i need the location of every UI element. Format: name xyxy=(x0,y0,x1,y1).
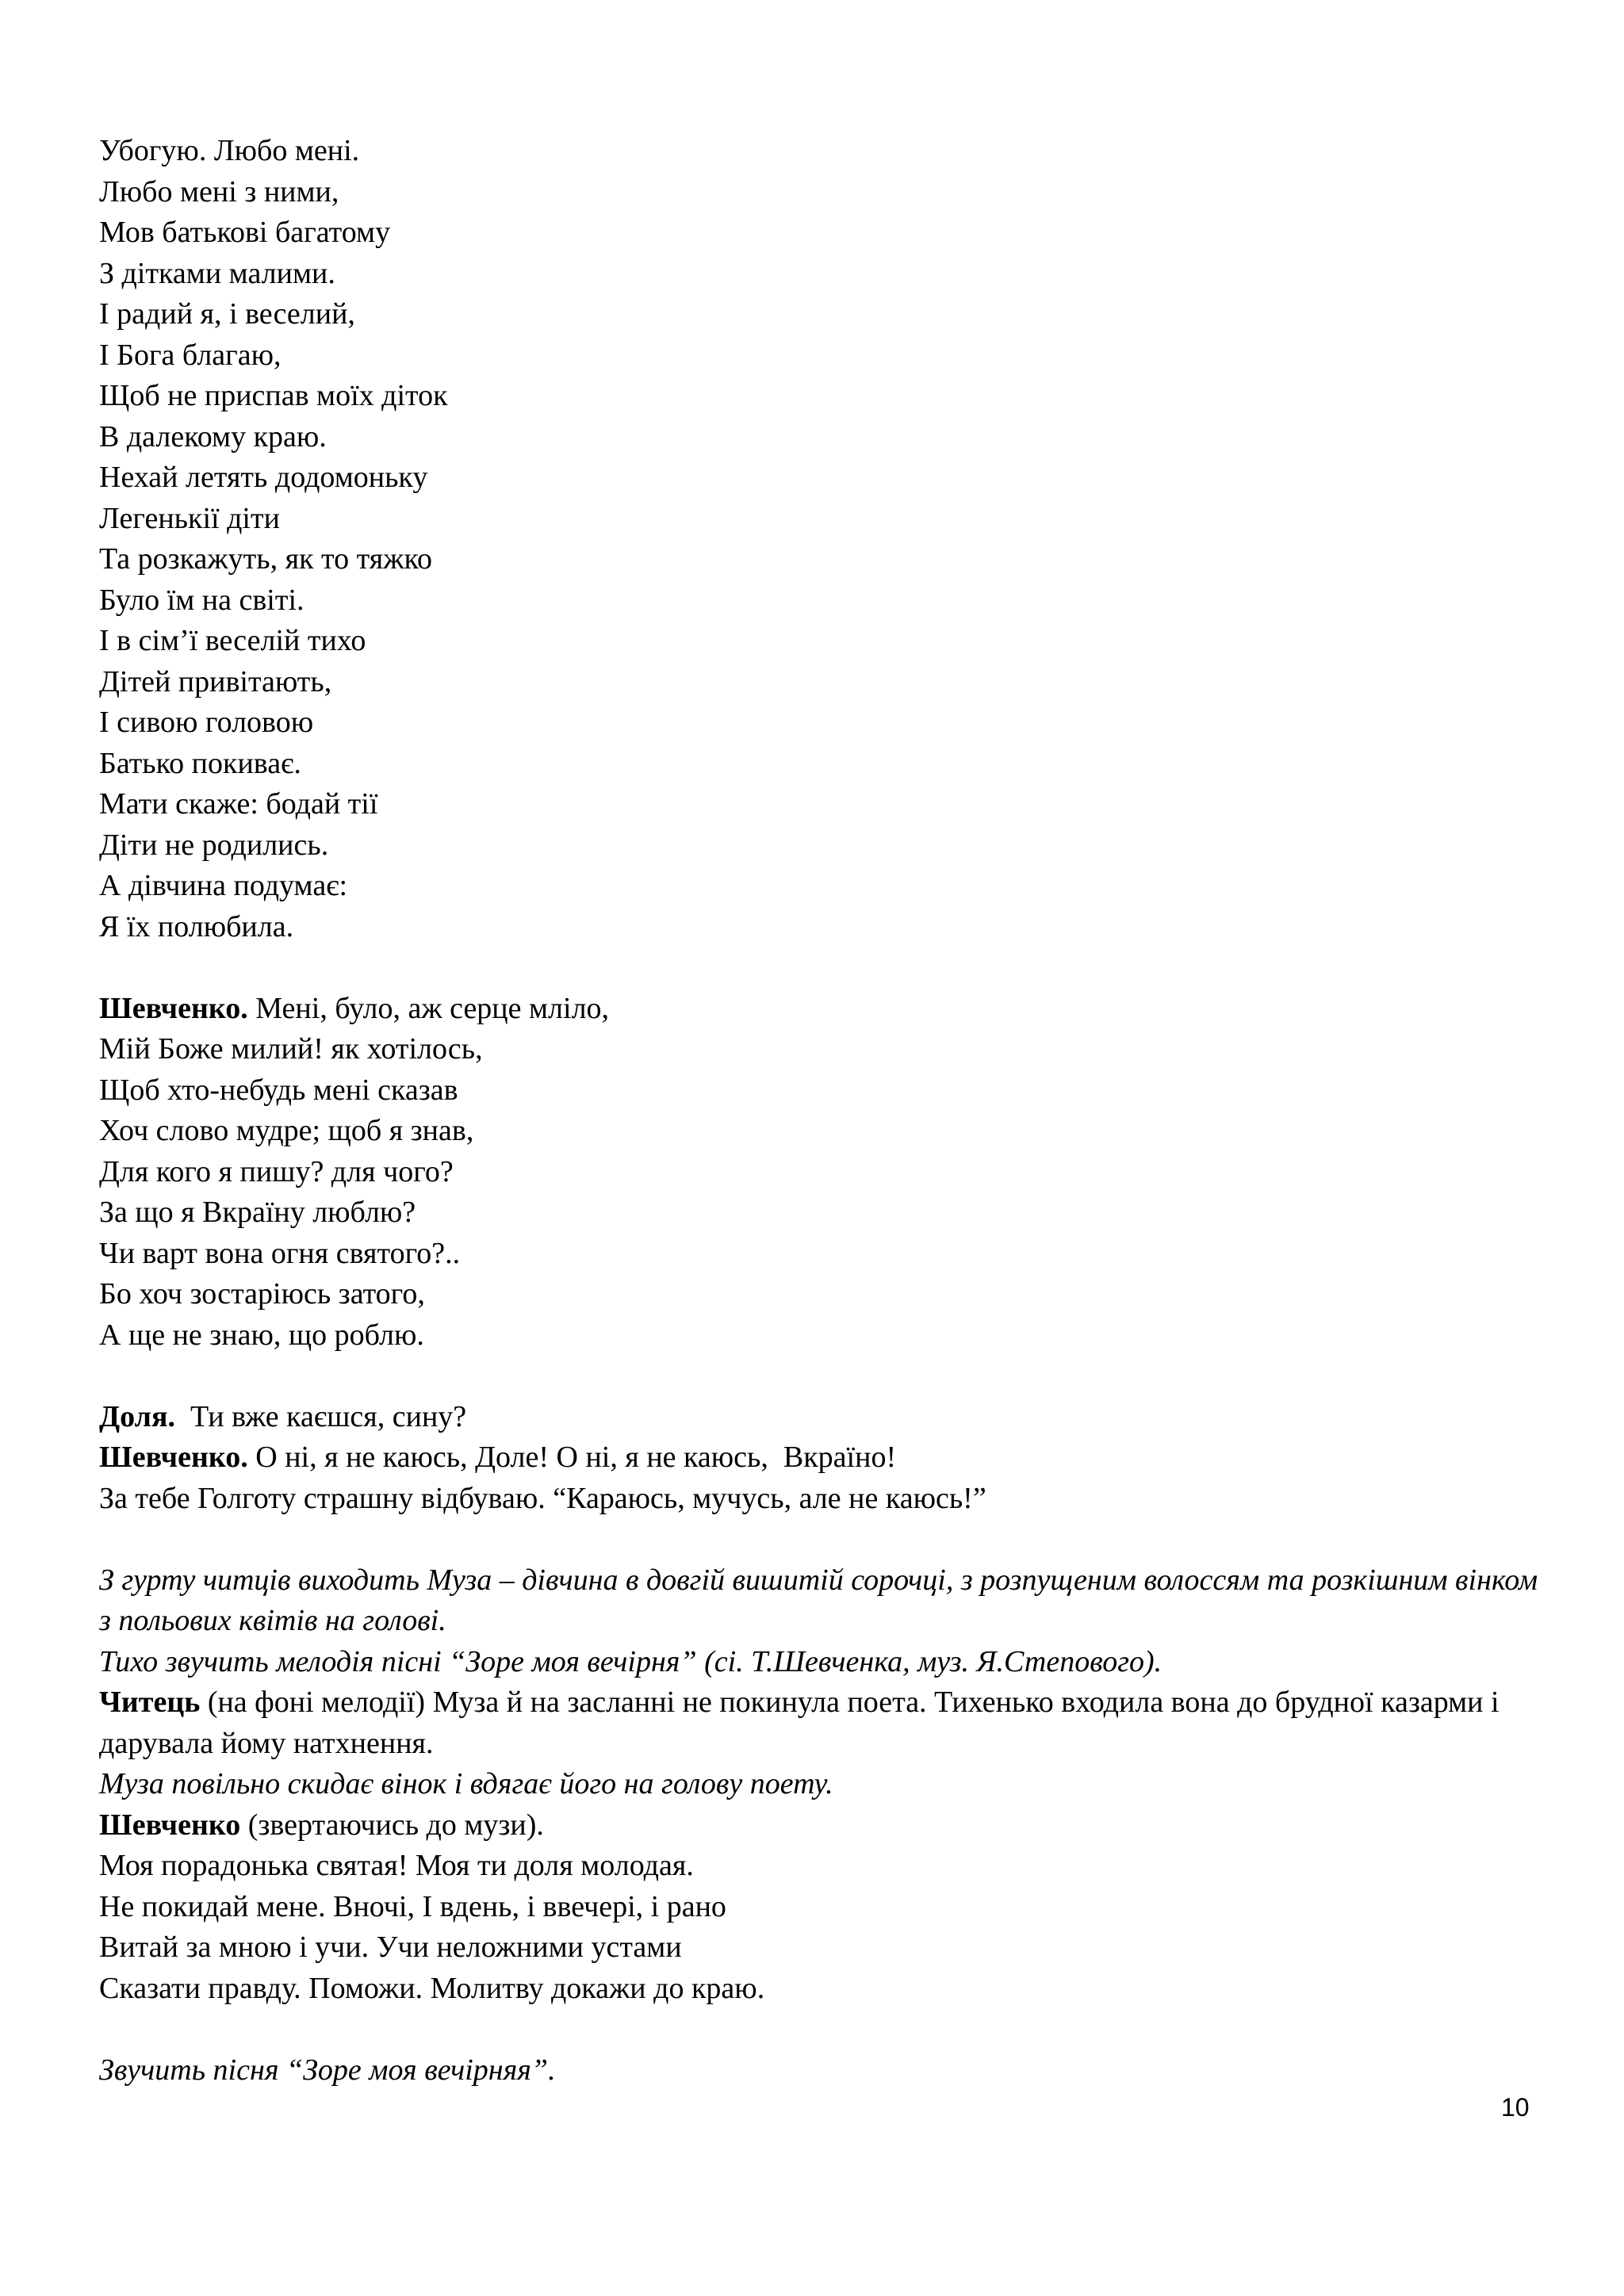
monologue-line: Хоч слово мудре; щоб я знав, xyxy=(99,1114,474,1147)
poem-line: Щоб не приспав моїх діток xyxy=(99,379,448,412)
verse-line: Витай за мною і учи. Учи неложними устами xyxy=(99,1931,682,1964)
verse-line: Моя порадонька святая! Моя ти доля молодая. xyxy=(99,1849,694,1882)
stanza-gap xyxy=(99,1519,1542,1560)
document-page xyxy=(99,131,1542,2091)
poem-line: Мати скаже: бодай тії xyxy=(99,787,378,821)
dialogue-block xyxy=(99,1397,1542,1520)
poem-line: Батько покиває. xyxy=(99,746,301,780)
stage-direction: Тихо звучить мелодія пісні “Зоре моя вечірня” (сі. Т.Шевченка, муз. Я.Степового). xyxy=(99,1644,1162,1678)
poem-line: Та розкажуть, як то тяжко xyxy=(99,542,433,576)
poem-line: З дітками малими. xyxy=(99,256,335,290)
scene-block xyxy=(99,1560,1542,2091)
dialogue-line xyxy=(99,1437,1542,1479)
stage-direction: Звучить пісня “Зоре моя вечірняя”. xyxy=(99,2053,556,2087)
poem-line: Убогую. Любо мені. xyxy=(99,134,360,167)
poem-line: Я їх полюбила. xyxy=(99,909,294,943)
poem-line: І Бога благаю, xyxy=(99,338,282,372)
speaker-name: Шевченко. xyxy=(99,1441,248,1474)
speaker-name: Доля. xyxy=(99,1399,176,1433)
poem-line: Мов батькові багатому xyxy=(99,216,391,249)
monologue-first-line xyxy=(99,989,1542,1030)
verse-line: Сказати правду. Поможи. Молитву докажи до краю. xyxy=(99,1971,765,2005)
poem-line: І в сім’ї веселій тихо xyxy=(99,624,366,657)
poem-line: Любо мені з ними, xyxy=(99,174,339,209)
monologue-line: Для кого я пишу? для чого? xyxy=(99,1154,454,1188)
stage-direction: З гурту читців виходить Муза – дівчина в довгій вишитій сорочці, з розпущеним волоссям та розкішним вінком з польових квітів на голові. xyxy=(99,1563,1538,1637)
poem-line: Нехай летять додомоньку xyxy=(99,461,428,494)
speaker-text: Мені, було, аж серце мліло, xyxy=(247,991,610,1025)
speaker-name: Читець xyxy=(99,1686,201,1719)
speaker-name: Шевченко. xyxy=(99,991,248,1025)
speaker-text: Ти вже каєшся, сину? xyxy=(175,1399,467,1433)
page-number: 10 xyxy=(1501,2093,1530,2122)
speaker-text: (звертаючись до музи). xyxy=(240,1808,544,1842)
reader-line xyxy=(99,1682,1542,1764)
speaker-name: Шевченко xyxy=(99,1808,241,1842)
shevchenko-monologue xyxy=(99,989,1542,1357)
poem-line: Діти не родились. xyxy=(99,828,329,862)
dialogue-line xyxy=(99,1397,1542,1438)
monologue-line: Бо хоч зостаріюсь затого, xyxy=(99,1277,425,1311)
monologue-line: За що я Вкраїну люблю? xyxy=(99,1196,416,1229)
speaker-text: (на фоні мелодії) Муза й на засланні не покинула поета. Тихенько входила вона до брудної казарми і дарувала йому натхнення. xyxy=(99,1686,1500,1760)
poem-line: Дітей привітають, xyxy=(99,664,332,698)
poem-line: І радий я, і веселий, xyxy=(99,297,355,331)
verse-line: Не покидай мене. Вночі, І вдень, і ввечері, і рано xyxy=(99,1889,726,1923)
poem-line: Було їм на світі. xyxy=(99,583,304,617)
dialogue-line xyxy=(99,1805,1542,1846)
monologue-line: А ще не знаю, що роблю. xyxy=(99,1318,424,1352)
monologue-line: Щоб хто-небудь мені сказав xyxy=(99,1073,458,1107)
poem-line: В далекому краю. xyxy=(99,419,327,453)
stage-direction: Муза повільно скидає вінок і вдягає його на голову поету. xyxy=(99,1767,833,1800)
speaker-text: О ні, я не каюсь, Доле! О ні, я не каюсь, Вкраїно! xyxy=(247,1441,897,1474)
monologue-line: Мій Боже милий! як хотілось, xyxy=(99,1032,483,1066)
poem-line: А дівчина подумає: xyxy=(99,869,348,902)
dialogue-line: За тебе Голготу страшну відбуваю. “Караюсь, мучусь, але не каюсь!” xyxy=(99,1481,986,1515)
stanza-gap xyxy=(99,1356,1542,1397)
stanza-gap xyxy=(99,2009,1542,2050)
poem-line: І сивою головою xyxy=(99,706,314,739)
poem-stanza xyxy=(99,131,1542,947)
monologue-line: Чи варт вона огня святого?.. xyxy=(99,1236,461,1270)
poem-line: Легенькії діти xyxy=(99,501,280,535)
stanza-gap xyxy=(99,947,1542,989)
